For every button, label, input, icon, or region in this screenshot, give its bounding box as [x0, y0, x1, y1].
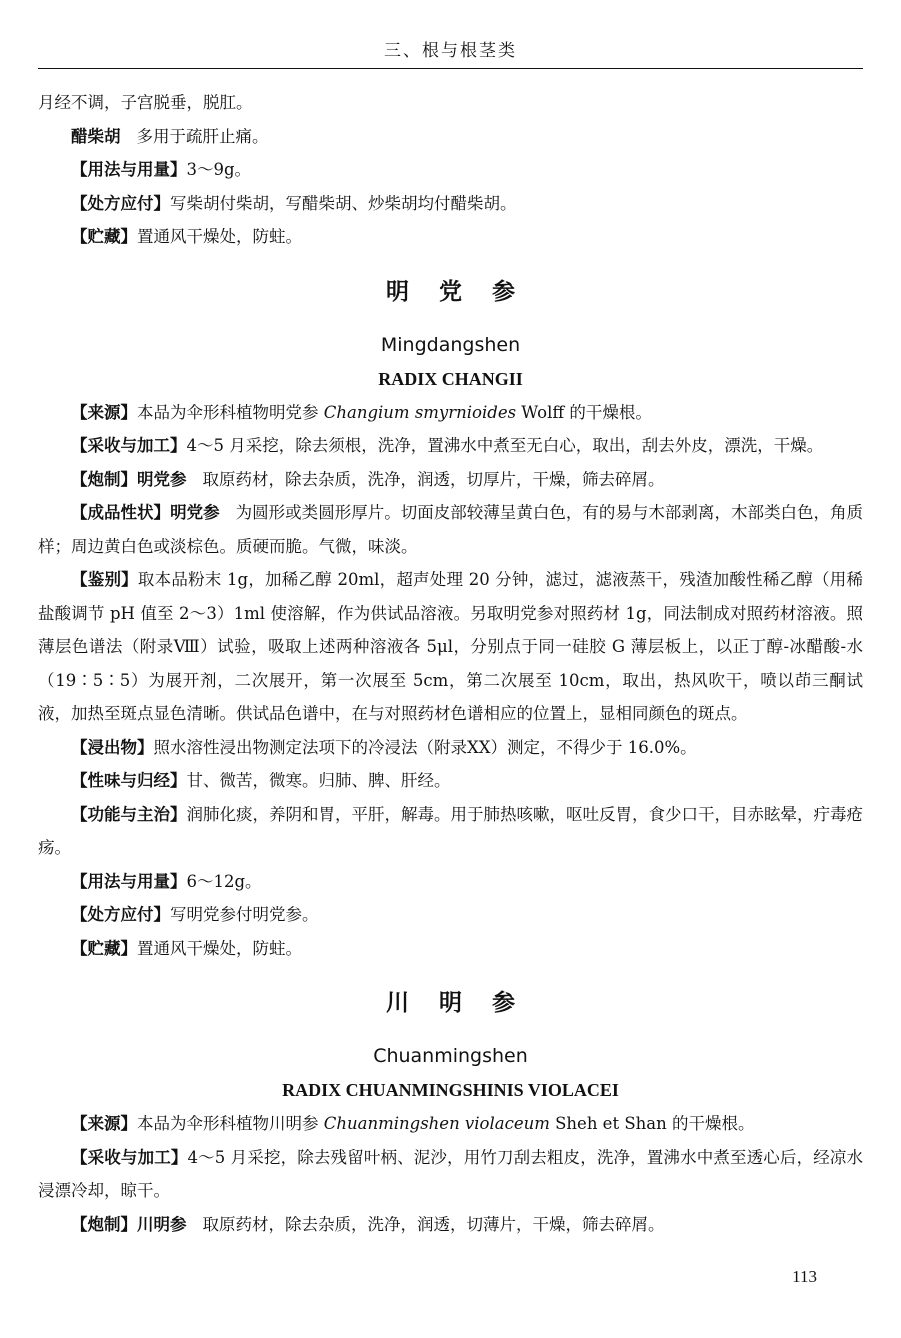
paragraph-extract: 【浸出物】照水溶性浸出物测定法项下的冷浸法（附录ⅩⅩ）测定，不得少于 16.0%。 [71, 737, 697, 757]
paragraph-harvest-2: 【采收与加工】4～5 月采挖，除去残留叶柄、泥沙，用竹刀刮去粗皮，洗净，置沸水中煮至透心后，经凉水浸漂冷却，晾干。 [38, 1147, 864, 1200]
entry-title-chuanmingshen: 川明参 [386, 990, 545, 1016]
entry-pinyin-mingdangshen: Mingdangshen [380, 333, 521, 356]
paragraph-cuchaihu: 醋柴胡 多用于疏肝止痛。 [71, 126, 269, 146]
paragraph-dosage-2: 【用法与用量】6～12g。 [71, 871, 262, 891]
paragraph-nature: 【性味与归经】甘、微苦，微寒。归肺、脾、肝经。 [71, 771, 451, 790]
running-header: 三、根与根茎类 [384, 41, 517, 61]
paragraph-identification: 【鉴别】取本品粉末 1g，加稀乙醇 20ml，超声处理 20 分钟，滤过，滤液蒸干，残渣加酸性稀乙醇（用稀盐酸调节 pH 值至 2～3）1ml 使溶解，作为供试品溶液。另取明党参对照药材 1g，同法制成对照药材溶液。照薄层色谱法（附录Ⅷ）试验，吸取上述两种溶液各 5μl，分别点于同一硅胶 G 薄层板上，以正丁醇-冰醋酸-水（19∶5∶5）为展开剂，二次展开，第一次展至 5cm，第二次展至 10cm，取出，热风吹干，喷以茚三酮试液，加热至斑点显色清晰。供试品色谱中，在与对照药材色谱相应的位置上，显相同颜色的斑点。 [38, 570, 863, 723]
paragraph-prescription: 【处方应付】写柴胡付柴胡，写醋柴胡、炒柴胡均付醋柴胡。 [71, 193, 517, 213]
entry-latin-mingdangshen: RADIX CHANGII [378, 368, 523, 389]
paragraph-dosage: 【用法与用量】3～9g。 [71, 160, 252, 179]
paragraph-processing: 【炮制】明党参 取原药材，除去杂质，洗净，润透，切厚片，干燥，筛去碎屑。 [71, 469, 665, 489]
paragraph-processing-2: 【炮制】川明参 取原药材，除去杂质，洗净，润透，切薄片，干燥，筛去碎屑。 [71, 1214, 665, 1234]
paragraph-prescription-2: 【处方应付】写明党参付明党参。 [71, 905, 319, 924]
continued-line: 月经不调，子宫脱垂，脱肛。 [38, 93, 253, 112]
paragraph-storage: 【贮藏】置通风干燥处，防蛀。 [71, 227, 302, 246]
entry-title-mingdangshen: 明党参 [386, 278, 545, 305]
page-number: 113 [792, 1267, 817, 1286]
species-name: Chuanmingshen violaceum [323, 1114, 550, 1133]
paragraph-harvest: 【采收与加工】4～5 月采挖，除去须根，洗净，置沸水中煮至无白心，取出，刮去外皮，漂洗，干燥。 [71, 436, 824, 455]
entry-latin-chuanmingshen: RADIX CHUANMINGSHINIS VIOLACEI [282, 1080, 619, 1100]
paragraph-source-2: 【来源】本品为伞形科植物川明参 Chuanmingshen violaceum Sheh et Shan 的干燥根。 [71, 1114, 755, 1133]
paragraph-function: 【功能与主治】润肺化痰，养阴和胃，平肝，解毒。用于肺热咳嗽，呕吐反胃，食少口干，目赤眩晕，疔毒疮疡。 [38, 804, 863, 857]
header-rule [38, 68, 863, 69]
entry-pinyin-chuanmingshen: Chuanmingshen [373, 1045, 528, 1067]
paragraph-storage-2: 【贮藏】置通风干燥处，防蛀。 [71, 938, 302, 958]
page-body [38, 86, 863, 1241]
paragraph-character: 【成品性状】明党参 为圆形或类圆形厚片。切面皮部较薄呈黄白色，有的易与木部剥离，木部类白色，角质样；周边黄白色或淡棕色。质硬而脆。气微，味淡。 [38, 503, 864, 556]
paragraph-source: 【来源】本品为伞形科植物明党参 Changium smyrnioides Wolff 的干燥根。 [71, 402, 652, 422]
species-name: Changium smyrnioides [323, 402, 517, 422]
